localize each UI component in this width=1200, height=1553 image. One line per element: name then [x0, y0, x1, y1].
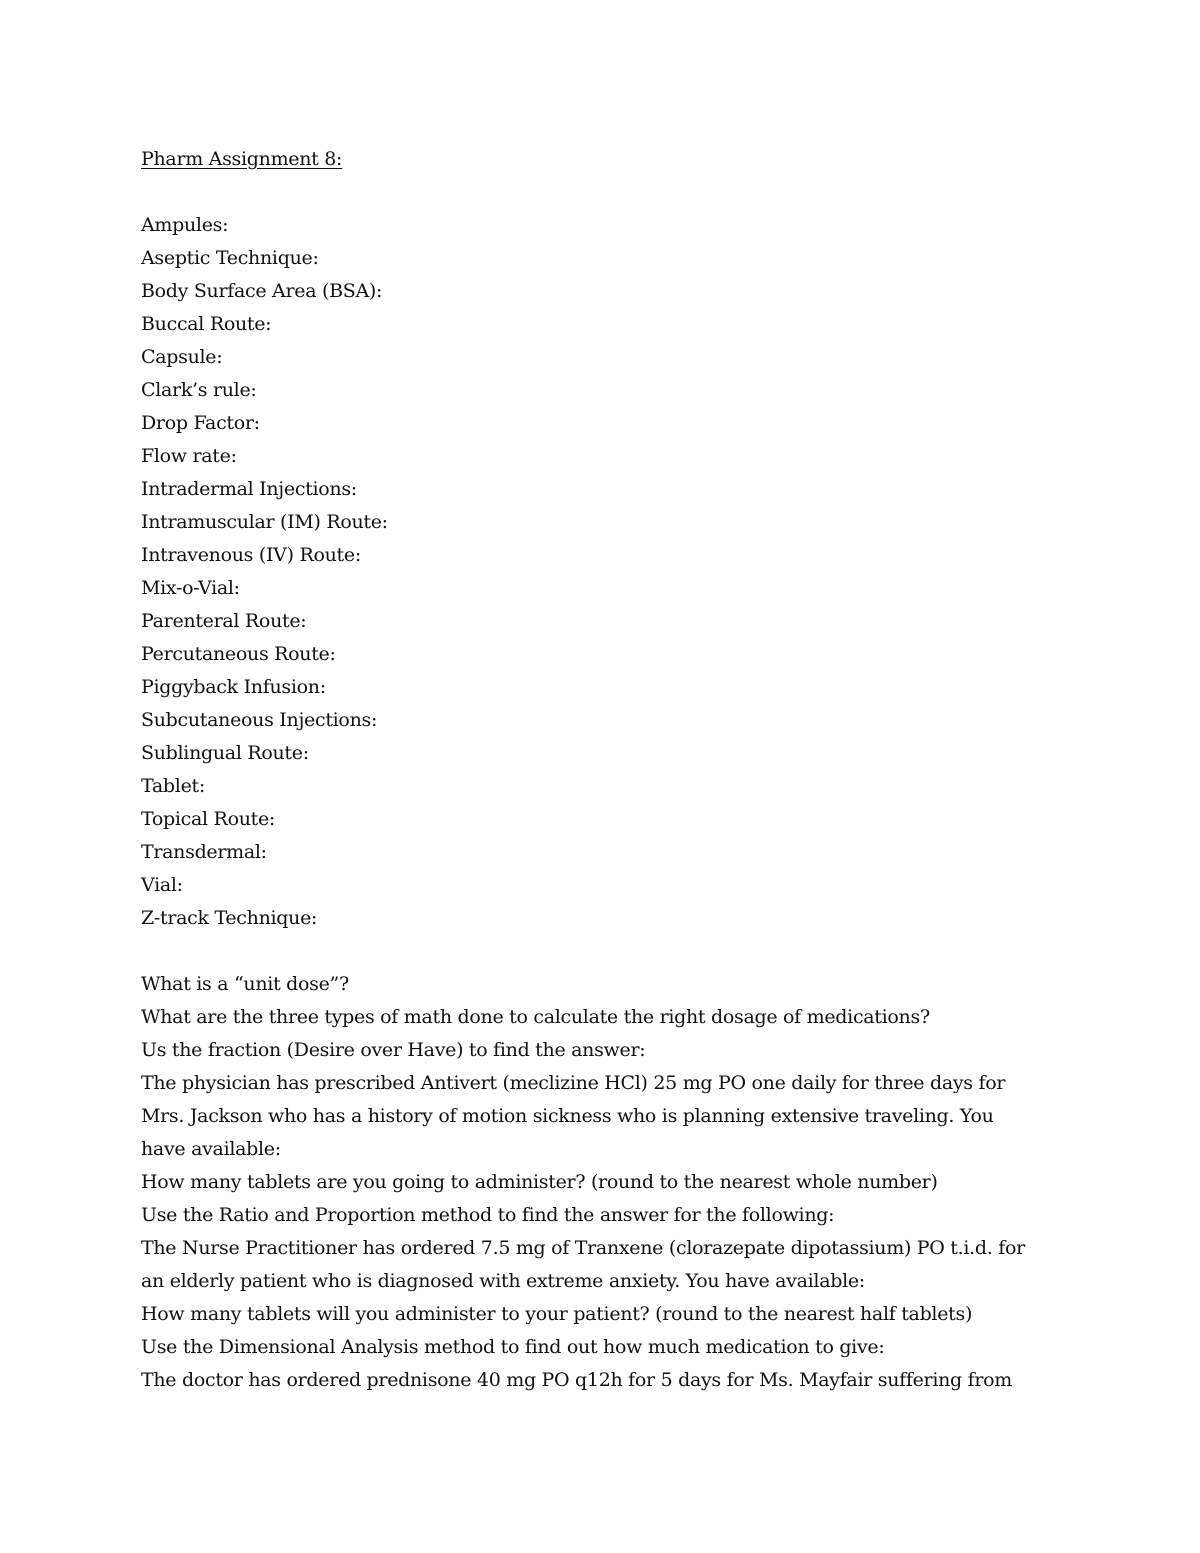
document-body [141, 143, 1041, 1397]
term-item: Subcutaneous Injections: [141, 709, 378, 731]
question-line: What is a “unit dose”? [141, 973, 349, 995]
term-item: Intramuscular (IM) Route: [141, 511, 388, 533]
term-item: Vial: [141, 874, 183, 896]
term-item: Clark’s rule: [141, 379, 257, 401]
question-line: The Nurse Practitioner has ordered 7.5 mg of Tranxene (clorazepate dipotassium) PO t.i.d. for an elderly patient who is diagnosed with extreme anxiety. You have available: [141, 1237, 1025, 1292]
blank-line [141, 935, 1041, 968]
question-line: The doctor has ordered prednisone 40 mg PO q12h for 5 days for Ms. Mayfair suffering from [141, 1369, 1013, 1391]
question-line: Us the fraction (Desire over Have) to find the answer: [141, 1039, 646, 1061]
term-item: Parenteral Route: [141, 610, 307, 632]
term-item: Sublingual Route: [141, 742, 309, 764]
question-line: What are the three types of math done to calculate the right dosage of medications? [141, 1006, 930, 1028]
term-item: Topical Route: [141, 808, 276, 830]
question-line: The physician has prescribed Antivert (meclizine HCl) 25 mg PO one daily for three days for Mrs. Jackson who has a history of motion sickness who is planning extensive traveling. You have available: [141, 1072, 1006, 1160]
question-line: Use the Dimensional Analysis method to find out how much medication to give: [141, 1336, 885, 1358]
question-line: How many tablets are you going to administer? (round to the nearest whole number) [141, 1171, 938, 1193]
term-list [141, 209, 1041, 935]
term-item: Intradermal Injections: [141, 478, 357, 500]
term-item: Tablet: [141, 775, 205, 797]
question-list [141, 968, 1041, 1397]
term-item: Intravenous (IV) Route: [141, 544, 361, 566]
term-item: Piggyback Infusion: [141, 676, 326, 698]
term-item: Percutaneous Route: [141, 643, 336, 665]
term-item: Drop Factor: [141, 412, 260, 434]
term-item: Ampules: [141, 214, 229, 236]
term-item: Transdermal: [141, 841, 267, 863]
term-item: Aseptic Technique: [141, 247, 319, 269]
question-line: How many tablets will you administer to your patient? (round to the nearest half tablets) [141, 1303, 973, 1325]
blank-line [141, 176, 1041, 209]
term-item: Flow rate: [141, 445, 237, 467]
term-item: Capsule: [141, 346, 223, 368]
question-line: Use the Ratio and Proportion method to find the answer for the following: [141, 1204, 835, 1226]
assignment-title: Pharm Assignment 8: [141, 148, 343, 170]
term-item: Buccal Route: [141, 313, 272, 335]
term-item: Body Surface Area (BSA): [141, 280, 383, 302]
term-item: Z-track Technique: [141, 907, 318, 929]
term-item: Mix-o-Vial: [141, 577, 240, 599]
